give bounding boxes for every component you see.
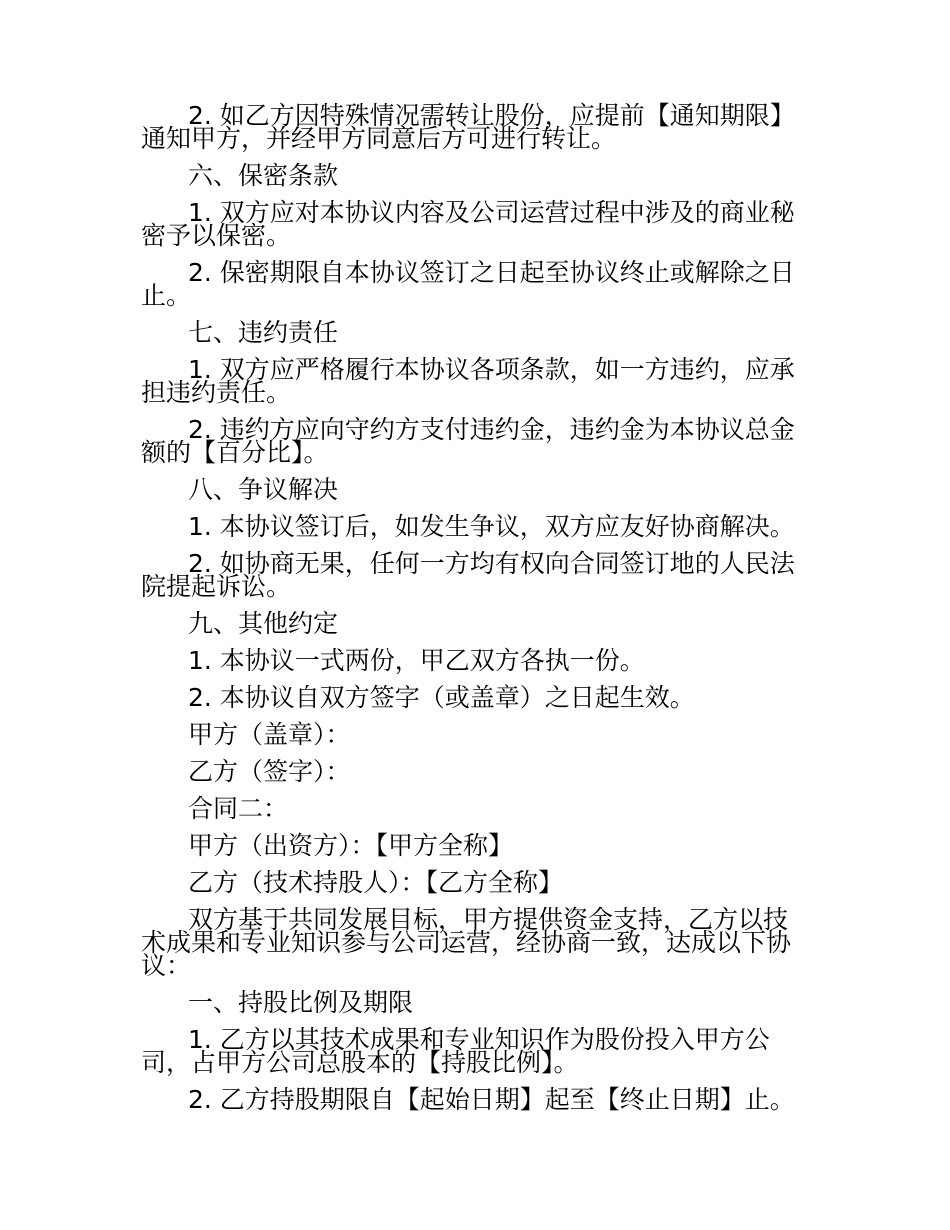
section-7-heading: 七、违约责任	[188, 318, 339, 347]
dispute-clause-1: 1. 本协议签订后，如发生争议，双方应友好协商解决。	[188, 512, 795, 541]
section-8-heading: 八、争议解决	[188, 475, 339, 504]
liability-clause-1: 1. 双方应严格履行本协议各项条款，如一方违约，应承担违约责任。	[141, 355, 795, 407]
transfer-clause-2: 2. 如乙方因特殊情况需转让股份，应提前【通知期限】通知甲方，并经甲方同意后方可进行转让。	[141, 101, 795, 153]
confidentiality-clause-2: 2. 保密期限自本协议签订之日起至协议终止或解除之日止。	[141, 258, 795, 310]
other-clause-2: 2. 本协议自双方签字（或盖章）之日起生效。	[188, 683, 695, 712]
contract-two-heading: 合同二：	[188, 794, 289, 823]
section-6-heading: 六、保密条款	[188, 161, 339, 190]
confidentiality-clause-1: 1. 双方应对本协议内容及公司运营过程中涉及的商业秘密予以保密。	[141, 198, 795, 250]
shareholding-clause-2: 2. 乙方持股期限自【起始日期】起至【终止日期】止。	[188, 1085, 795, 1114]
preamble-paragraph: 双方基于共同发展目标，甲方提供资金支持，乙方以技术成果和专业知识参与公司运营，经协商一致，达成以下协议：	[141, 905, 792, 980]
document-page	[141, 101, 811, 1125]
party-b-name-line: 乙方（技术持股人）：【乙方全称】	[188, 868, 564, 897]
section-9-heading: 九、其他约定	[188, 609, 339, 638]
party-b-sign-line: 乙方（签字）：	[188, 757, 351, 786]
liability-clause-2: 2. 违约方应向守约方支付违约金，违约金为本协议总金额的【百分比】。	[141, 415, 795, 467]
section-1-heading: 一、持股比例及期限	[188, 988, 414, 1017]
dispute-clause-2: 2. 如协商无果，任何一方均有权向合同签订地的人民法院提起诉讼。	[141, 549, 795, 601]
other-clause-1: 1. 本协议一式两份，甲乙双方各执一份。	[188, 646, 645, 675]
party-a-seal-line: 甲方（盖章）：	[188, 720, 351, 749]
shareholding-clause-1: 1. 乙方以其技术成果和专业知识作为股份投入甲方公司，占甲方公司总股本的【持股比例】。	[141, 1025, 770, 1077]
party-a-name-line: 甲方（出资方）：【甲方全称】	[188, 831, 514, 860]
